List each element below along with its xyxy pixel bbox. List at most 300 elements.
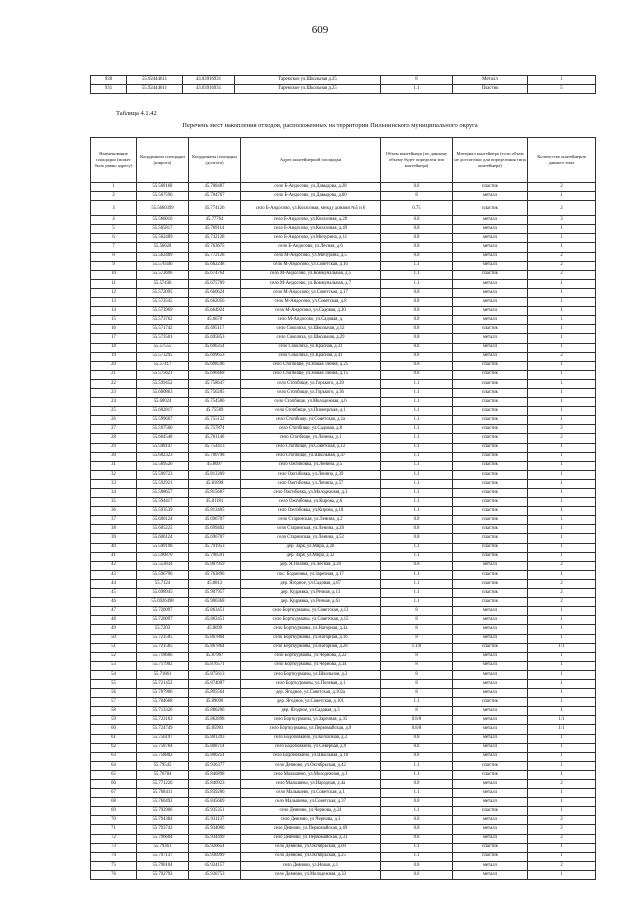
table-cell-volume: 1.1/8 <box>381 643 453 652</box>
table-cell-address: село Стопбище, ул.Горького, д.36 <box>241 388 381 397</box>
table-cell-name: 38 <box>91 525 137 534</box>
table-cell-latitude: 55.590198 <box>137 543 189 552</box>
table-cell-name: 50 <box>91 634 137 643</box>
table-cell-name: 27 <box>91 425 137 434</box>
table-row <box>91 861 596 870</box>
table-cell-volume: 0.8 <box>381 743 453 752</box>
table-row <box>91 252 596 261</box>
table-cell-volume: 0.8/8 <box>381 725 453 734</box>
table-cell-addr: Таремское ул.Школьная д.25 <box>235 85 381 94</box>
table-cell-name: 1 <box>91 183 137 192</box>
table-row <box>91 507 596 516</box>
table-cell-volume: 1.1 <box>381 425 453 434</box>
table-cell-name: 43 <box>91 570 137 579</box>
table-row <box>91 234 596 243</box>
page-number: 609 <box>311 24 329 36</box>
table-cell-count: 1 <box>528 316 596 325</box>
table-cell-count: 1 <box>528 334 596 343</box>
table-cell-address: село М-Андосово, ул.Советская, д.16 <box>241 261 381 270</box>
table-cell-latitude: 55.792906 <box>137 807 189 816</box>
table-cell-material: металл <box>453 192 528 201</box>
table-cell-latitude: 55.71861 <box>137 670 189 679</box>
table-cell-count: 1 <box>528 843 596 852</box>
table-cell-latitude: 55.792792 <box>137 870 189 879</box>
table-cell-name: 72 <box>91 834 137 843</box>
table-cell-n: 930 <box>91 76 127 85</box>
table-cell-name: 25 <box>91 407 137 416</box>
table-cell-longitude: 45.874087 <box>189 679 241 688</box>
header-latitude: Координаты площадки (широта) <box>137 138 189 183</box>
table-cell-count: 2 <box>528 816 596 825</box>
table-cell-material: пластик <box>453 183 528 192</box>
table-cell-material: металл <box>453 352 528 361</box>
table-row <box>91 625 596 634</box>
table-cell-latitude: 55.758764 <box>137 743 189 752</box>
table-cell-longitude: 45.886206 <box>189 707 241 716</box>
table-row <box>91 579 596 588</box>
table-cell-address: село Деяново, ул.Первомайская, д.31 <box>241 834 381 843</box>
table-cell-count: 2 <box>528 598 596 607</box>
table-row <box>91 852 596 861</box>
table-cell-count: 3 <box>528 216 596 225</box>
table-row <box>91 734 596 743</box>
table-cell-count: 1 <box>528 192 596 201</box>
table-cell-address: село Соколиха, ул.Красная, д.31 <box>241 343 381 352</box>
table-cell-material: металл <box>453 689 528 698</box>
table-row <box>91 183 596 192</box>
table-cell-longitude: 45.769114 <box>189 225 241 234</box>
table-cell-volume: 0.8 <box>381 316 453 325</box>
table-row <box>91 516 596 525</box>
table-row <box>91 279 596 288</box>
table-cell-latitude: 55.573501 <box>137 334 189 343</box>
table-row <box>91 561 596 570</box>
table-cell-count: 2 <box>528 352 596 361</box>
table-cell-longitude: 45.696354 <box>189 343 241 352</box>
table-cell-address: дер. Ягодное, ул.Садовая, д.3 <box>241 707 381 716</box>
table-cell-latitude: 55.575621 <box>137 370 189 379</box>
table-row <box>91 443 596 452</box>
table-cell-material: металл <box>453 825 528 834</box>
table-cell-name: 18 <box>91 343 137 352</box>
table-cell-volume: 0.8 <box>381 361 453 370</box>
table-row <box>91 216 596 225</box>
table-row <box>91 434 596 443</box>
table-cell-count: 1 <box>528 661 596 670</box>
table-cell-name: 68 <box>91 798 137 807</box>
table-cell-latitude: 55.590723 <box>137 470 189 479</box>
table-cell-longitude: 45.931137 <box>189 816 241 825</box>
table-cell-latitude: 55.57555 <box>137 343 189 352</box>
table-cell-volume: 0.8 <box>381 516 453 525</box>
table-cell-name: 12 <box>91 288 137 297</box>
table-cell-longitude: 45.867864 <box>189 643 241 652</box>
table-cell-latitude: 55.596796 <box>137 570 189 579</box>
table-cell-material: металл <box>453 670 528 679</box>
table-cell-count: 1/1 <box>528 725 596 734</box>
table-row <box>91 416 596 425</box>
table-cell-volume: 0.8 <box>381 525 453 534</box>
table-cell-volume: 0.8 <box>381 307 453 316</box>
table-row <box>91 780 596 789</box>
table-cell-address: село М-Андосово, ул.Садовая, д. <box>241 316 381 325</box>
table-cell-material: металл <box>453 216 528 225</box>
table-cell-volume: 1.1 <box>381 543 453 552</box>
table-cell-material: металл <box>453 343 528 352</box>
table-row <box>91 707 596 716</box>
table-cell-count: 1 <box>528 852 596 861</box>
table-cell-latitude: 55.562489 <box>137 252 189 261</box>
table-cell-longitude: 45.87967 <box>189 652 241 661</box>
table-cell-count: 1 <box>528 616 596 625</box>
table-cell-name: 53 <box>91 661 137 670</box>
table-cell-latitude: 55.771226 <box>137 780 189 789</box>
table-cell-latitude: 55.79361 <box>137 843 189 852</box>
table-cell-count: 2 <box>528 579 596 588</box>
table-cell-latitude: 55.573969 <box>137 307 189 316</box>
table-cell-material: металл <box>453 780 528 789</box>
table-cell-count: 1 <box>528 407 596 416</box>
table-cell-latitude: 55.567596 <box>137 192 189 201</box>
table-cell-longitude: 45.754413 <box>189 443 241 452</box>
table-row <box>91 479 596 488</box>
table-row <box>91 670 596 679</box>
table-cell-count: 1 <box>528 543 596 552</box>
table-cell-address: село Деяново, ул.Чернова, д.3 <box>241 816 381 825</box>
table-cell-volume: 0.8 <box>381 352 453 361</box>
table-cell-material: пластик <box>453 807 528 816</box>
table-cell-address: село Борткурманы, ул.Нагорная, д.16 <box>241 634 381 643</box>
table-cell-name: 41 <box>91 552 137 561</box>
table-row <box>91 452 596 461</box>
table-cell-longitude: 45.763896 <box>189 570 241 579</box>
table-cell-count: 1/1 <box>528 716 596 725</box>
table-cell-latitude: 55.758802 <box>137 752 189 761</box>
table-cell-latitude: 55.606124 <box>137 534 189 543</box>
table-cell-latitude: 55.793743 <box>137 825 189 834</box>
table-cell-latitude: 55.599452 <box>137 379 189 388</box>
table-cell-address: село Стопбище, ул.Советская, д.12 <box>241 443 381 452</box>
table-row <box>91 261 596 270</box>
table-cell-volume: 1.1 <box>381 770 453 779</box>
table-cell-volume: 1.1 <box>381 570 453 579</box>
table-cell-latitude: 55.721585 <box>137 643 189 652</box>
table-row <box>91 643 596 652</box>
table-cell-volume: 0.8 <box>381 816 453 825</box>
table-cell-volume: 0.8 <box>381 334 453 343</box>
table-cell-count: 1/1 <box>528 643 596 652</box>
header-name: Наименование площадки (может быть равно адресу) <box>91 138 137 183</box>
table-cell-material: металл <box>453 743 528 752</box>
table-row <box>91 192 596 201</box>
table-cell-count: 1 <box>528 325 596 334</box>
table-cell-count: 2 <box>528 834 596 843</box>
table-cell-volume: 1.1 <box>381 789 453 798</box>
table-cell-volume: 8 <box>381 670 453 679</box>
table-cell-address: дер. Кудрявка, ул.Речная, д.13 <box>241 589 381 598</box>
table-cell-longitude: 45.6670 <box>189 316 241 325</box>
table-cell-longitude: 45.699653 <box>189 352 241 361</box>
table-row <box>91 543 596 552</box>
table-cell-count: 1 <box>528 343 596 352</box>
table-cell-address: село Ожгибовка, ул.Ленина, д.57 <box>241 479 381 488</box>
table-cell-latitude: 55.56028 <box>137 243 189 252</box>
table-row <box>91 398 596 407</box>
table-cell-count: 2 <box>528 434 596 443</box>
table-cell-longitude: 45.930753 <box>189 870 241 879</box>
table-cell-name: 14 <box>91 307 137 316</box>
table-cell-name: 31 <box>91 461 137 470</box>
table-cell-count: 1 <box>528 634 596 643</box>
table-cell-longitude: 45.807959 <box>189 561 241 570</box>
table-cell-latitude: 55.6926498 <box>137 598 189 607</box>
table-cell-latitude: 55.794384 <box>137 816 189 825</box>
table-cell-volume: 1.1 <box>381 270 453 279</box>
table-cell-address: село Деяново, ул.Первомайская, д.69 <box>241 825 381 834</box>
table-cell-address: село Бодобовкино, ул.Школьная, д.10 <box>241 752 381 761</box>
table-cell-lat: 55.92444611 <box>127 76 183 85</box>
table-cell-volume: 1.1 <box>381 398 453 407</box>
table-row <box>91 498 596 507</box>
table-cell-name: 32 <box>91 470 137 479</box>
table-cell-address: пос. Бодановка, ул.Заречная, д.17 <box>241 570 381 579</box>
table-cell-latitude: 55.566016 <box>137 216 189 225</box>
table-cell-address: село Старинская, ул.Ленина, д.52 <box>241 534 381 543</box>
table-cell-volume: 0.8 <box>381 370 453 379</box>
table-cell-longitude: 45.846898 <box>189 770 241 779</box>
table-cell-name: 13 <box>91 298 137 307</box>
table-cell-name: 67 <box>91 789 137 798</box>
table-cell-address: село Деяново, ул.Новая, д.1 <box>241 861 381 870</box>
table-row <box>91 361 596 370</box>
table-cell-longitude: 45.934006 <box>189 825 241 834</box>
table-cell-material: металл <box>453 616 528 625</box>
waste-sites-table <box>90 137 596 880</box>
table-cell-address: село Ожгибовка, ул.Кирова, д.6 <box>241 498 381 507</box>
table-cell-longitude: 45.8097 <box>189 461 241 470</box>
table-cell-lat: 55.92444611 <box>127 85 183 94</box>
table-cell-volume: 1.1 <box>381 443 453 452</box>
table-cell-lon: 43.03916931 <box>183 85 235 94</box>
table-cell-count: 1 <box>528 625 596 634</box>
table-cell-material: пластик <box>453 552 528 561</box>
table-cell-material: металл <box>453 661 528 670</box>
table-cell-material: пластик <box>453 407 528 416</box>
table-cell-latitude: 55.570346 <box>137 261 189 270</box>
table-cell-name: 2 <box>91 192 137 201</box>
table-cell-n: 931 <box>91 85 127 94</box>
table-cell-address: село Борткурманы, ул.Нагорная, д.3а <box>241 625 381 634</box>
table-cell-longitude: 45.757874 <box>189 425 241 434</box>
table-cell-count: 2 <box>528 861 596 870</box>
table-cell-latitude: 55.573295 <box>137 352 189 361</box>
table-cell-latitude: 55.756197 <box>137 734 189 743</box>
table-cell-count: 2 <box>528 270 596 279</box>
table-cell-longitude: 45.813309 <box>189 470 241 479</box>
table-cell-material: металл <box>453 870 528 879</box>
table-cell-longitude: 45.696707 <box>189 516 241 525</box>
table-cell-address: дер. Ягодное, ул.Садовая, д.67 <box>241 579 381 588</box>
table-row <box>91 598 596 607</box>
table-cell-volume: 1.1 <box>381 598 453 607</box>
table-cell-name: 74 <box>91 852 137 861</box>
table-cell-volume: 8 <box>381 616 453 625</box>
table-cell-latitude: 55.592921 <box>137 479 189 488</box>
table-cell-name: 33 <box>91 479 137 488</box>
table-cell-longitude: 45.790591 <box>189 552 241 561</box>
table-cell-latitude: 55.588657 <box>137 489 189 498</box>
table-cell-latitude: 55.597560 <box>137 425 189 434</box>
table-cell-count: 2 <box>528 425 596 434</box>
table-cell-address: село Борткурманы, ул.Советская, д.13 <box>241 607 381 616</box>
table-cell-name: 51 <box>91 643 137 652</box>
table-cell-longitude: 45.862898 <box>189 716 241 725</box>
table-cell-volume: 0.8 <box>381 780 453 789</box>
table-cell-count: 1 <box>528 670 596 679</box>
table-cell-material: пластик <box>453 398 528 407</box>
table-cell-address: село Соколиха, ул.Школьная, д.29 <box>241 334 381 343</box>
table-cell-volume: 1.1 <box>381 698 453 707</box>
table-cell-address: село Стопбище, ул.Ленина, д.1 <box>241 434 381 443</box>
table-row <box>91 307 596 316</box>
table-cell-latitude: 55.790104 <box>137 861 189 870</box>
table-cell-material: пластик <box>453 470 528 479</box>
table-cell-latitude: 55.598147 <box>137 443 189 452</box>
table-cell-longitude: 45.690468 <box>189 370 241 379</box>
table-cell-latitude: 55.573762 <box>137 316 189 325</box>
table-cell-material: металл <box>453 789 528 798</box>
table-cell-longitude: 45.808714 <box>189 743 241 752</box>
table-cell-name: 46 <box>91 598 137 607</box>
table-cell-name: 24 <box>91 398 137 407</box>
table-cell-latitude: 55.562489 <box>137 234 189 243</box>
table-cell-address: село Борткурманы, ул.Первомайская, д.9 <box>241 725 381 734</box>
table-cell-address: село Соколиха, ул.Красная, д.41 <box>241 352 381 361</box>
table-cell-latitude: 55.5660399 <box>137 201 189 216</box>
table-cell-longitude: 45.695853 <box>189 334 241 343</box>
table-cell-material: пластик <box>453 598 528 607</box>
table-cell-material: металл <box>453 752 528 761</box>
table-cell-volume: 1.1 <box>381 388 453 397</box>
table-cell-latitude: 55.594417 <box>137 498 189 507</box>
table-cell-count: 1 <box>528 298 596 307</box>
table-cell-address: село Ожгибовка, ул.Молодежная, д.3 <box>241 489 381 498</box>
table-cell-volume: 0.8 <box>381 225 453 234</box>
table-cell-material: пластик <box>453 761 528 770</box>
table-cell-address: село Стопбище, ул.Молодежная, д.6 <box>241 398 381 407</box>
table-cell-name: 69 <box>91 807 137 816</box>
table-cell-latitude: 55.768411 <box>137 789 189 798</box>
table-cell-latitude: 55.7124 <box>137 579 189 588</box>
table-cell-address: село Б-Андосово, ул.Лесная, д.6 <box>241 243 381 252</box>
table-cell-longitude: 45.758647 <box>189 379 241 388</box>
table-cell-volume: 8 <box>381 689 453 698</box>
table-cell-name: 39 <box>91 534 137 543</box>
table-cell-vol: 8 <box>381 76 453 85</box>
table-cell-longitude: 45.732128 <box>189 234 241 243</box>
table-cell-count: 1 <box>528 443 596 452</box>
table-row <box>91 752 596 761</box>
table-cell-count: 1 <box>528 307 596 316</box>
table-cell-latitude: 55.605225 <box>137 525 189 534</box>
table-cell-address: село Стопбище, ул.Советская, д.1а <box>241 416 381 425</box>
table-cell-material: пластик <box>453 589 528 598</box>
table-cell-material: металл <box>453 861 528 870</box>
table-cell-material: пластик <box>453 270 528 279</box>
table-cell-name: 52 <box>91 652 137 661</box>
table-cell-count: 1 <box>528 570 596 579</box>
table-cell-volume: 0.8 <box>381 343 453 352</box>
table-cell-longitude: 45.660624 <box>189 288 241 297</box>
table-cell-longitude: 45.936377 <box>189 761 241 770</box>
table-cell-name: 10 <box>91 270 137 279</box>
table-cell-count: 1 <box>528 689 596 698</box>
table-cell-name: 66 <box>91 780 137 789</box>
table-row <box>91 461 596 470</box>
table-cell-latitude: 55.573545 <box>137 298 189 307</box>
table-cell-name: 65 <box>91 770 137 779</box>
table-cell-count: 2 <box>528 589 596 598</box>
table-row <box>91 288 596 297</box>
table-cell-count: 1 <box>528 243 596 252</box>
table-cell-longitude: 45.772128 <box>189 252 241 261</box>
table-cell-count: 2 <box>528 780 596 789</box>
table-cell-address: село М-Андосово, ул.Садовая, д.30 <box>241 307 381 316</box>
table-cell-count: 1 <box>528 398 596 407</box>
table-cell-latitude: 55.718666 <box>137 652 189 661</box>
table-cell-address: село М-Андосово, ул.Советская, д.17 <box>241 288 381 297</box>
table-cell-address: село Борткурманы, ул.Чернова, д.34 <box>241 661 381 670</box>
table-cell-name: 21 <box>91 370 137 379</box>
table-cell-latitude: 55.720097 <box>137 616 189 625</box>
table-cell-count: 1 <box>528 225 596 234</box>
table-cell-longitude: 45.840923 <box>189 780 241 789</box>
table-cell-count: 2 <box>528 183 596 192</box>
table-cell-volume: 0.8 <box>381 825 453 834</box>
table-cell-latitude: 55.590870 <box>137 552 189 561</box>
table-row <box>91 661 596 670</box>
table-row <box>91 270 596 279</box>
table-cell-address: село Деяново, ул.Октябрьская, д.42 <box>241 761 381 770</box>
table-cell-latitude: 55.721452 <box>137 679 189 688</box>
table-row <box>91 388 596 397</box>
table-cell-material: пластик <box>453 579 528 588</box>
table-cell-address: село Борткурманы, ул.Полевая, д.1 <box>241 679 381 688</box>
table-cell-count: 1 <box>528 416 596 425</box>
table-cell-longitude: 45.774126 <box>189 201 241 216</box>
table-cell-address: село Соколиха, ул.Школьная, д.12 <box>241 325 381 334</box>
table-cell-count: 1 <box>528 234 596 243</box>
table-cell-longitude: 45.763675 <box>189 243 241 252</box>
table-cell-material: металл <box>453 634 528 643</box>
table-cell-volume: 1.1 <box>381 479 453 488</box>
table-cell-address: село Малышево, ул.Молодежная, д.3 <box>241 770 381 779</box>
table-cell-volume: 0.8 <box>381 234 453 243</box>
table-row <box>91 807 596 816</box>
table-cell-count: 1 <box>528 679 596 688</box>
table-cell-addr: Таремское ул.Школьная д.25 <box>235 76 381 85</box>
table-cell-material: металл <box>453 561 528 570</box>
table-cell-count: 1 <box>528 752 596 761</box>
table-row <box>91 698 596 707</box>
table-cell-address: село Малышево, ул.Народная, д.4а <box>241 780 381 789</box>
table-cell-address: село Б-Андосово, ул.Колхозная, между домами №5 и 6 <box>241 201 381 216</box>
table-cell-type: Пластик <box>453 85 528 94</box>
table-cell-volume: 0.8 <box>381 183 453 192</box>
table-cell-address: село Борткурманы, ул.Школьная, д.2 <box>241 670 381 679</box>
table-cell-material: металл <box>453 307 528 316</box>
table-cell-count: 1 <box>528 361 596 370</box>
